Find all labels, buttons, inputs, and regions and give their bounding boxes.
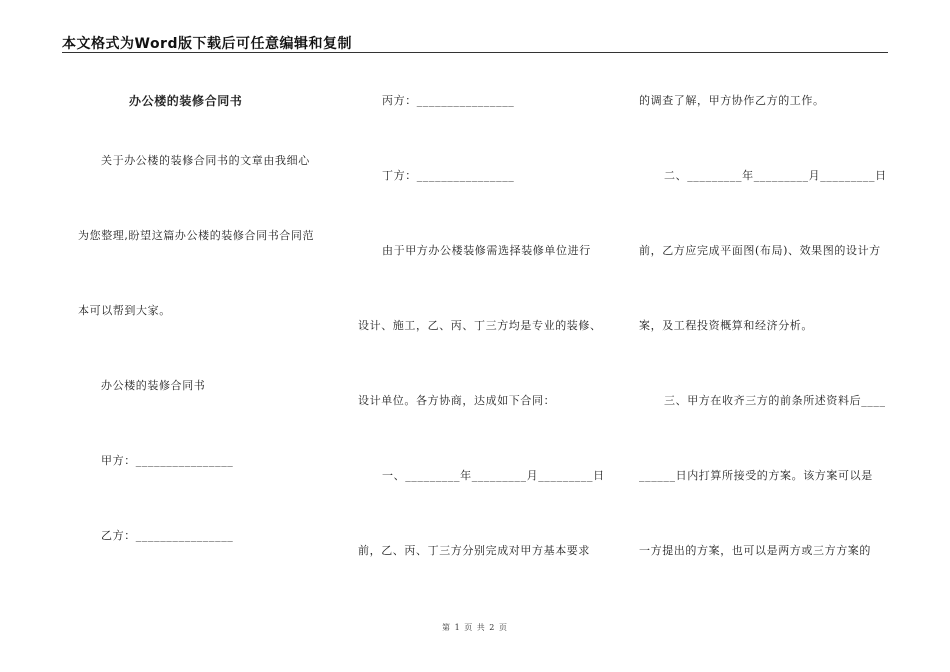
paragraph-1-line-3: 设计单位。各方协商，达成如下合同： [358,394,556,407]
item-2-line-1: 二、_________年_________月_________日 [664,169,887,182]
document-header: 本文格式为Word版下载后可任意编辑和复制 [62,36,352,52]
item-1-line-2: 前，乙、丙、丁三方分别完成对甲方基本要求 [358,544,590,557]
intro-line-2: 为您整理,盼望这篇办公楼的装修合同书合同范 [78,229,315,242]
item-1-line-1: 一、_________年_________月_________日 [382,469,605,482]
intro-line-3: 本可以帮到大家。 [78,304,171,317]
paragraph-1-line-2: 设计、施工，乙、丙、丁三方均是专业的装修、 [358,319,602,332]
item-3-line-3: 一方提出的方案，也可以是两方或三方方案的 [639,544,871,557]
party-c-line: 丙方：________________ [382,94,515,107]
item-3-line-2: ______日内打算所接受的方案。该方案可以是 [639,469,873,482]
party-b-line: 乙方：________________ [101,529,234,542]
paragraph-1-line-1: 由于甲方办公楼装修需选择装修单位进行 [382,244,591,257]
item-2-line-3: 案，及工程投资概算和经济分析。 [639,319,813,332]
page-indicator: 第 1 页 共 2 页 [442,623,508,632]
item-2-line-2: 前，乙方应完成平面图(布局)、效果图的设计方 [639,244,881,257]
party-d-line: 丁方：________________ [382,169,515,182]
header-divider [62,52,888,53]
document-title: 办公楼的装修合同书 [129,94,243,108]
item-3-line-1: 三、甲方在收齐三方的前条所述资料后____ [664,394,886,407]
column-3-line-1: 的调查了解，甲方协作乙方的工作。 [639,94,825,107]
party-a-line: 甲方：________________ [101,454,234,467]
intro-line-1: 关于办公楼的装修合同书的文章由我细心 [101,154,310,167]
contract-subtitle: 办公楼的装修合同书 [101,379,206,392]
